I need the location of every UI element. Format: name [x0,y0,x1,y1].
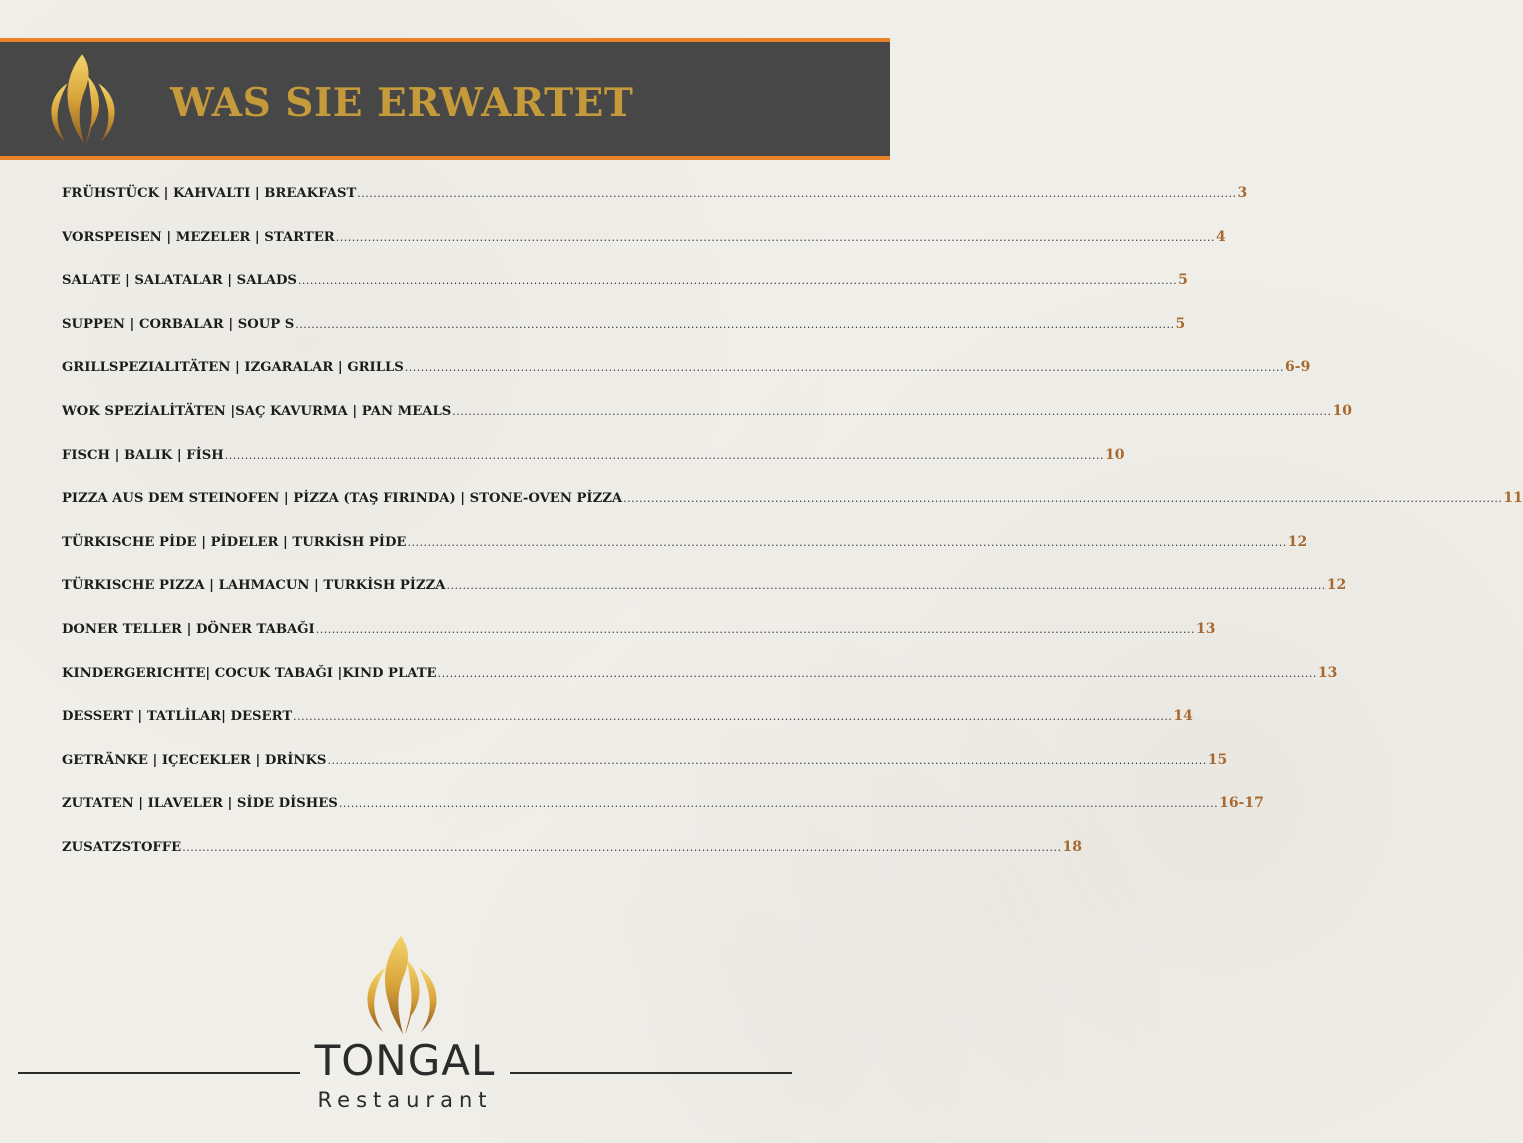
page-title: WAS SIE ERWARTET [170,80,634,126]
toc-leader-dots: ............................................................................................................................................................................................................................ [407,535,1287,549]
toc-page-number: 10 [1332,402,1353,419]
toc-leader-dots: ............................................................................................................................................................................................................................ [357,187,1237,200]
table-of-contents [62,185,1523,883]
toc-row [62,359,1311,403]
flame-logo-icon [40,48,126,152]
toc-row [62,315,1186,360]
toc-row [62,446,1125,491]
brand-name: TONGAL [314,1036,496,1085]
toc-page-number: 5 [1175,315,1186,332]
toc-row [62,272,1188,316]
footer-divider-left [18,1072,300,1074]
toc-leader-dots: ............................................................................................................................................................................................................................ [297,274,1178,288]
footer-divider-right [510,1072,792,1074]
toc-label: FISCH | BALIK | FİSH [62,447,224,463]
toc-leader-dots: ............................................................................................................................................................................................................................ [295,317,1175,331]
toc-page-number: 11 [1503,490,1523,507]
toc-page-number: 6-9 [1285,359,1311,376]
toc-row [62,620,1216,665]
toc-row [62,664,1338,709]
toc-label: ZUSATZSTOFFE [62,839,182,855]
toc-leader-dots: ............................................................................................................................................................................................................................ [315,622,1195,636]
toc-label: DONER TELLER | DÖNER TABAĞI [62,621,315,637]
toc-row [62,490,1523,534]
toc-page-number: 5 [1178,272,1188,289]
toc-page-number: 12 [1326,577,1347,594]
toc-row [62,838,1082,883]
toc-row [62,402,1353,447]
toc-page-number: 15 [1207,751,1228,768]
toc-leader-dots: ............................................................................................................................................................................................................................ [446,579,1326,593]
toc-label: SUPPEN | CORBALAR | SOUP S [62,316,295,332]
toc-leader-dots: ............................................................................................................................................................................................................................ [437,666,1317,680]
toc-page-number: 3 [1237,185,1248,201]
toc-row [62,185,1248,229]
toc-row [62,533,1308,578]
toc-label: VORSPEISEN | MEZELER | STARTER [62,229,335,245]
toc-leader-dots: ............................................................................................................................................................................................................................ [623,492,1503,506]
toc-label: KINDERGERICHTE| COCUK TABAĞI |KIND PLATE [62,665,437,681]
toc-leader-dots: ............................................................................................................................................................................................................................ [335,230,1215,244]
toc-leader-dots: ............................................................................................................................................................................................................................ [293,710,1173,724]
page-header [0,38,890,160]
brand-subtitle: Restaurant [317,1088,493,1112]
toc-page-number: 12 [1287,533,1308,550]
toc-row [62,795,1264,839]
toc-page-number: 18 [1062,838,1082,855]
toc-page-number: 10 [1105,446,1125,463]
flame-logo-icon [355,930,449,1042]
toc-page-number: 16-17 [1219,795,1264,812]
toc-row [62,228,1226,273]
toc-label: GRILLSPEZIALITÄTEN | IZGARALAR | GRILLS [62,360,404,376]
toc-page-number: 13 [1195,620,1216,637]
toc-label: ZUTATEN | ILAVELER | SİDE DİSHES [62,796,338,812]
toc-page-number: 4 [1215,228,1226,245]
toc-label: DESSERT | TATLİLAR| DESERT [62,709,293,725]
toc-leader-dots: ............................................................................................................................................................................................................................ [404,361,1285,375]
toc-row [62,708,1193,752]
toc-page-number: 13 [1317,664,1338,681]
toc-leader-dots: ............................................................................................................................................................................................................................ [327,753,1207,767]
toc-label: SALATE | SALATALAR | SALADS [62,273,297,289]
toc-row [62,751,1228,796]
toc-leader-dots: ............................................................................................................................................................................................................................ [182,840,1062,854]
toc-label: TÜRKISCHE PİDE | PİDELER | TURKİSH PİDE [62,534,407,550]
toc-label: FRÜHSTÜCK | KAHVALTI | BREAKFAST [62,186,357,201]
toc-row [62,577,1347,621]
toc-leader-dots: ............................................................................................................................................................................................................................ [452,404,1332,418]
toc-leader-dots: ............................................................................................................................................................................................................................ [338,797,1219,811]
toc-page-number: 14 [1173,708,1193,725]
toc-label: PIZZA AUS DEM STEINOFEN | PİZZA (TAŞ FIRINDA) | STONE-OVEN PİZZA [62,491,623,507]
toc-leader-dots: ............................................................................................................................................................................................................................ [224,448,1105,462]
toc-label: WOK SPEZİALİTÄTEN |SAÇ KAVURMA | PAN MEALS [62,403,452,419]
toc-label: TÜRKISCHE PIZZA | LAHMACUN | TURKİSH PİZZA [62,578,446,594]
toc-label: GETRÄNKE | IÇECEKLER | DRİNKS [62,752,327,768]
